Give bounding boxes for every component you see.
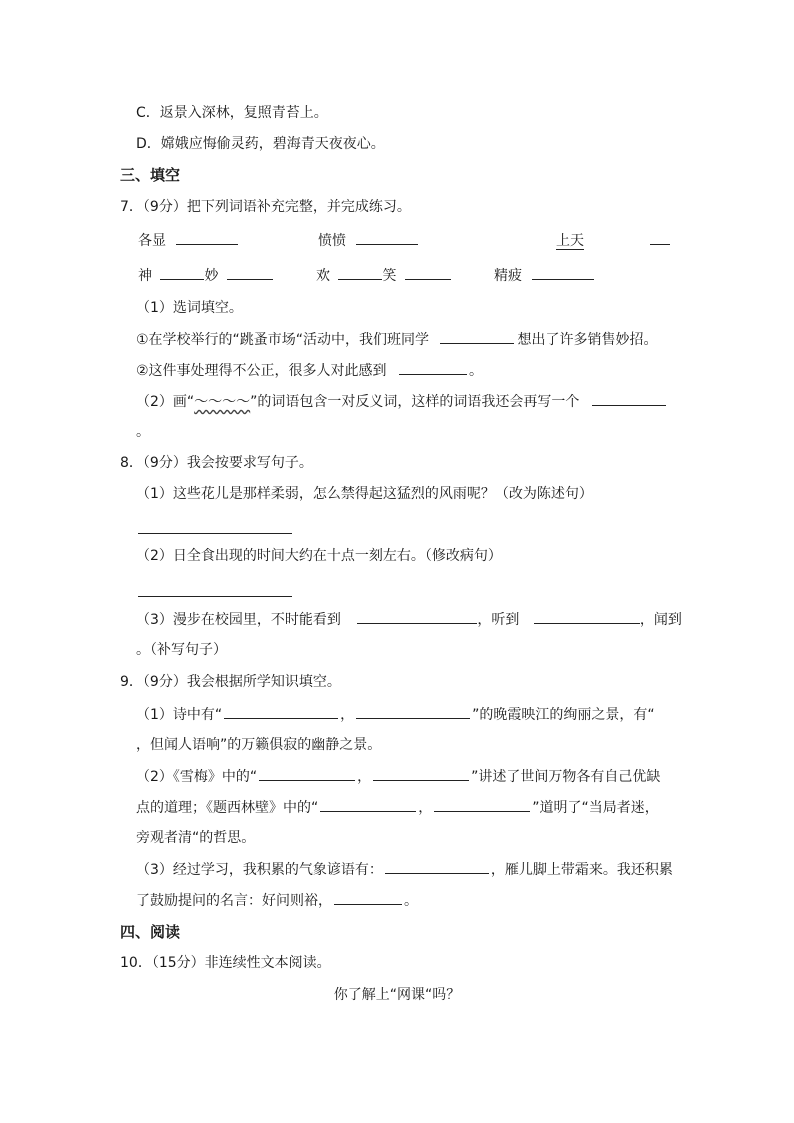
q7-sub-1: （1）选词填空。: [136, 300, 243, 316]
article-title: 你了解上“网课“吗？: [333, 987, 461, 1003]
q9-sub-3-blank-2[interactable]: [334, 890, 402, 905]
q9-sub-3-cont: 了鼓励提问的名言：好问则裕， 。: [136, 890, 418, 911]
q8-sub-3-end: 。（补写句子）: [136, 642, 227, 658]
q7-sub-1b-blank[interactable]: [399, 360, 467, 375]
q7-word-4-blank-a[interactable]: [160, 265, 204, 280]
q9-sub-2: （2）《雪梅》中的“ ， ”讲述了世间万物各有自己优缺: [136, 766, 660, 787]
q9-sub-3-blank-1[interactable]: [385, 859, 489, 874]
q7-word-3-blank[interactable]: [650, 230, 670, 245]
q9-sub-1-blank-2[interactable]: [356, 704, 470, 719]
q9-sub-1: （1）诗中有“ ， ”的晚霞映江的绚丽之景，有“: [136, 704, 655, 725]
section-4-title: 四、阅读: [120, 923, 181, 941]
q9-sub-2-blank-1[interactable]: [259, 766, 355, 781]
q9-stem: 9．（9分）我会根据所学知识填空。: [120, 674, 341, 690]
q9-sub-3: （3）经过学习，我积累的气象谚语有： ，雁儿脚上带霜来。我还积累: [136, 859, 673, 880]
q9-sub-2-cont: 点的道理；《题西林壁》中的“ ， ”道明了“当局者迷，: [136, 797, 659, 818]
q7-word-6: 精疲: [494, 265, 594, 286]
q9-sub-2-blank-3[interactable]: [320, 797, 416, 812]
q8-sub-1: （1）这些花儿是那样柔弱，怎么禁得起这猛烈的风雨呢？（改为陈述句）: [136, 486, 593, 502]
section-3-title: 三、填空: [120, 166, 181, 184]
q7-word-1: 各显: [138, 230, 238, 251]
q6-option-c: C．返景入深林，复照青苔上。: [136, 105, 328, 121]
q8-sub-2-answer-line[interactable]: [138, 582, 292, 597]
q7-stem: 7．（9分）把下列词语补充完整，并完成练习。: [120, 199, 411, 215]
q7-word-5-blank-b[interactable]: [405, 265, 451, 280]
q8-sub-2: （2）日全食出现的时间大约在十点一刻左右。（修改病句）: [136, 548, 502, 564]
q7-word-5-blank-a[interactable]: [338, 265, 382, 280]
q7-word-2: 愤愤: [318, 230, 418, 251]
q7-word-3: 上天: [556, 230, 670, 251]
q7-sub-1b: ②这件事处理得不公正，很多人对此感到 。: [136, 360, 483, 381]
q7-sub-2-end: 。: [136, 424, 150, 440]
q8-sub-1-answer-line[interactable]: [138, 519, 292, 534]
q9-sub-2-blank-4[interactable]: [434, 797, 530, 812]
q6-option-d: D．嫦娥应悔偷灵药，碧海青天夜夜心。: [136, 136, 385, 152]
q8-sub-3-blank-1[interactable]: [357, 609, 477, 624]
q9-sub-2-end: 旁观者清“的哲思。: [136, 830, 256, 846]
q7-word-4-blank-b[interactable]: [227, 265, 273, 280]
q9-sub-2-blank-2[interactable]: [373, 766, 469, 781]
q7-sub-2: （2）画“～～～～”的词语包含一对反义词，这样的词语我还会再写一个: [136, 391, 666, 412]
q7-word-4: 神 妙: [138, 265, 273, 286]
q7-word-2-blank[interactable]: [356, 230, 418, 245]
q7-word-5: 欢 笑: [316, 265, 451, 286]
q9-sub-1-cont: ，但闻人语响”的万籁俱寂的幽静之景。: [136, 737, 382, 753]
q9-sub-1-blank-1[interactable]: [224, 704, 338, 719]
q7-word-1-blank[interactable]: [176, 230, 238, 245]
q8-stem: 8．（9分）我会按要求写句子。: [120, 455, 313, 471]
q7-sub-1a-blank[interactable]: [440, 329, 514, 344]
q7-sub-1a: ①在学校举行的“跳蚤市场“活动中，我们班同学 想出了许多销售妙招。: [136, 329, 658, 350]
q10-stem: 10．（15分）非连续性文本阅读。: [120, 955, 331, 971]
q7-sub-2-blank[interactable]: [592, 391, 666, 406]
q8-sub-3-blank-2[interactable]: [534, 609, 640, 624]
q8-sub-3: （3）漫步在校园里，不时能看到 ，听到 ，闻到: [136, 609, 682, 630]
q7-word-6-blank[interactable]: [532, 265, 594, 280]
